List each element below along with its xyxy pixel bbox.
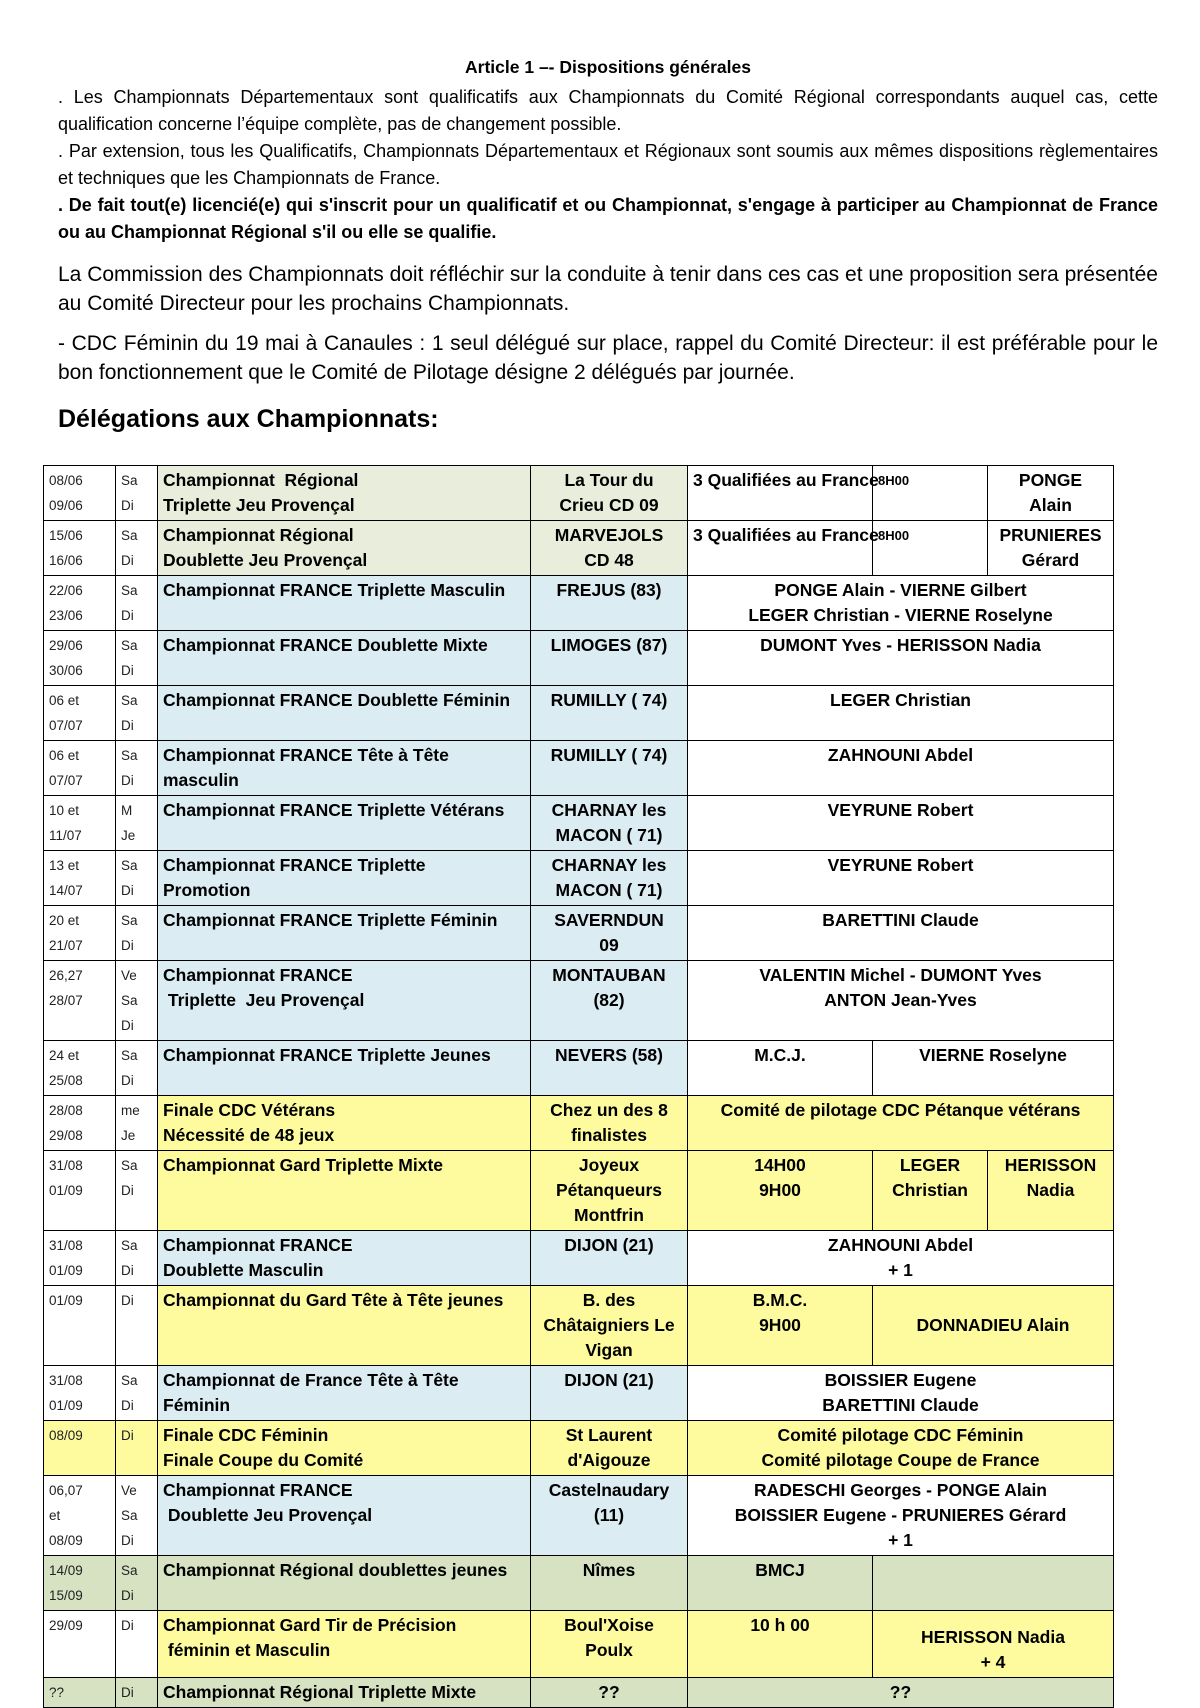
row-date: 31/08 01/09 xyxy=(44,1366,116,1421)
table-row xyxy=(44,1286,1114,1366)
row-delegate: BARETTINI Claude xyxy=(688,906,1114,961)
row-location: St Laurent d'Aigouze xyxy=(531,1421,688,1476)
row-delegate: ZAHNOUNI Abdel + 1 xyxy=(688,1231,1114,1286)
paragraph-commitment: . De fait tout(e) licencié(e) qui s'inscrit pour un qualificatif et ou Championnat, s'engage à participer au Championnat de France ou au Championnat Régional s'il ou elle se qualifie. xyxy=(58,195,1158,242)
row-date: 08/06 09/06 xyxy=(44,466,116,521)
row-day: Sa Di xyxy=(116,741,158,796)
paragraph-cdc-feminin: - CDC Féminin du 19 mai à Canaules : 1 seul délégué sur place, rappel du Comité Directeur: il est préférable pour le bon fonctionnement que le Comité de Pilotage désigne 2 délégués par journée. xyxy=(58,332,1158,384)
row-location: FREJUS (83) xyxy=(531,576,688,631)
table-row xyxy=(44,1556,1114,1611)
row-event: Championnat de France Tête à Tête Féminin xyxy=(158,1366,531,1421)
row-event: Championnat Régional Doublette Jeu Provençal xyxy=(158,521,531,576)
row-delegate: ZAHNOUNI Abdel xyxy=(688,741,1114,796)
row-day: Sa Di xyxy=(116,1366,158,1421)
row-delegate: DONNADIEU Alain xyxy=(873,1286,1114,1366)
row-date: 31/08 01/09 xyxy=(44,1151,116,1231)
row-date: 24 et 25/08 xyxy=(44,1041,116,1096)
row-info: 10 h 00 xyxy=(688,1611,873,1678)
table-row xyxy=(44,1366,1114,1421)
row-date: 28/08 29/08 xyxy=(44,1096,116,1151)
row-event: Championnat FRANCE Triplette Masculin xyxy=(158,576,531,631)
row-date: 15/06 16/06 xyxy=(44,521,116,576)
row-day: Sa Di xyxy=(116,1556,158,1611)
row-location: RUMILLY ( 74) xyxy=(531,741,688,796)
row-location: MONTAUBAN (82) xyxy=(531,961,688,1041)
row-delegate: PONGE Alain - VIERNE Gilbert LEGER Christian - VIERNE Roselyne xyxy=(688,576,1114,631)
row-event: Championnat FRANCE Doublette Masculin xyxy=(158,1231,531,1286)
row-day: Di xyxy=(116,1421,158,1476)
row-delegate: PRUNIERES Gérard xyxy=(988,521,1114,576)
row-delegate: VALENTIN Michel - DUMONT Yves ANTON Jean-Yves xyxy=(688,961,1114,1041)
row-date: 01/09 xyxy=(44,1286,116,1366)
row-delegate: HERISSON Nadia + 4 xyxy=(873,1611,1114,1678)
row-delegate: Comité pilotage CDC Féminin Comité pilotage Coupe de France xyxy=(688,1421,1114,1476)
row-day: Sa Di xyxy=(116,1151,158,1231)
row-location: La Tour du Crieu CD 09 xyxy=(531,466,688,521)
row-day: Sa Di xyxy=(116,686,158,741)
table-row xyxy=(44,961,1114,1041)
row-day: Ve Sa Di xyxy=(116,1476,158,1556)
row-day: Sa Di xyxy=(116,521,158,576)
row-location: Joyeux Pétanqueurs Montfrin xyxy=(531,1151,688,1231)
row-day: Sa Di xyxy=(116,1231,158,1286)
table-row xyxy=(44,1678,1114,1708)
paragraph-commission: La Commission des Championnats doit réfléchir sur la conduite à tenir dans ces cas et une proposition sera présentée au Comité Directeur pour les prochains Championnats. xyxy=(58,263,1158,315)
row-delegate: VIERNE Roselyne xyxy=(873,1041,1114,1096)
row-delegate: Comité de pilotage CDC Pétanque vétérans xyxy=(688,1096,1114,1151)
row-date: 14/09 15/09 xyxy=(44,1556,116,1611)
row-event: Championnat du Gard Tête à Tête jeunes xyxy=(158,1286,531,1366)
row-delegate-2: HERISSON Nadia xyxy=(988,1151,1114,1231)
row-location: DIJON (21) xyxy=(531,1366,688,1421)
row-event: Championnat Régional Triplette Mixte xyxy=(158,1678,531,1708)
row-event: Championnat FRANCE Doublette Jeu Provençal xyxy=(158,1476,531,1556)
row-day: Di xyxy=(116,1611,158,1678)
table-row xyxy=(44,521,1114,576)
row-delegate: LEGER Christian xyxy=(873,1151,988,1231)
row-event: Championnat FRANCE Triplette Féminin xyxy=(158,906,531,961)
row-date: 08/09 xyxy=(44,1421,116,1476)
row-delegate: PONGE Alain xyxy=(988,466,1114,521)
table-row xyxy=(44,686,1114,741)
row-event: Championnat Gard Triplette Mixte xyxy=(158,1151,531,1231)
row-date: 10 et 11/07 xyxy=(44,796,116,851)
table-row xyxy=(44,466,1114,521)
row-location: LIMOGES (87) xyxy=(531,631,688,686)
row-event: Finale CDC Vétérans Nécessité de 48 jeux xyxy=(158,1096,531,1151)
row-event: Championnat Gard Tir de Précision féminin et Masculin xyxy=(158,1611,531,1678)
row-location: Chez un des 8 finalistes xyxy=(531,1096,688,1151)
row-location: SAVERNDUN 09 xyxy=(531,906,688,961)
row-date: ?? xyxy=(44,1678,116,1708)
row-event: Championnat Régional doublettes jeunes xyxy=(158,1556,531,1611)
row-day: M Je xyxy=(116,796,158,851)
row-info: M.C.J. xyxy=(688,1041,873,1096)
row-date: 06,07 et 08/09 xyxy=(44,1476,116,1556)
row-info: 3 Qualifiées au France xyxy=(688,466,873,521)
row-location: MARVEJOLS CD 48 xyxy=(531,521,688,576)
table-row xyxy=(44,1151,1114,1231)
row-delegate: ?? xyxy=(688,1678,1114,1708)
row-event: Championnat FRANCE Tête à Tête masculin xyxy=(158,741,531,796)
table-row xyxy=(44,851,1114,906)
row-event: Championnat FRANCE Doublette Féminin xyxy=(158,686,531,741)
row-day: Sa Di xyxy=(116,631,158,686)
row-location: RUMILLY ( 74) xyxy=(531,686,688,741)
row-day: Sa Di xyxy=(116,1041,158,1096)
row-event: Championnat FRANCE Triplette Promotion xyxy=(158,851,531,906)
row-day: me Je xyxy=(116,1096,158,1151)
table-row xyxy=(44,576,1114,631)
table-row xyxy=(44,631,1114,686)
row-day: Sa Di xyxy=(116,576,158,631)
paragraph-extension: . Par extension, tous les Qualificatifs, Championnats Départementaux et Régionaux sont soumis aux mêmes dispositions règlementaires et techniques que les Championnats de France. xyxy=(58,141,1158,188)
table-row xyxy=(44,1096,1114,1151)
row-location: NEVERS (58) xyxy=(531,1041,688,1096)
row-location: B. des Châtaigniers Le Vigan xyxy=(531,1286,688,1366)
row-time: 8H00 xyxy=(873,521,988,576)
article-title: Article 1 –- Dispositions générales xyxy=(465,57,751,77)
section-heading: Délégations aux Championnats: xyxy=(58,405,439,433)
table-row xyxy=(44,1611,1114,1678)
row-event: Championnat FRANCE Triplette Vétérans xyxy=(158,796,531,851)
row-date: 22/06 23/06 xyxy=(44,576,116,631)
article-body xyxy=(58,84,1158,246)
row-date: 29/09 xyxy=(44,1611,116,1678)
row-delegate xyxy=(873,1556,1114,1611)
row-date: 20 et 21/07 xyxy=(44,906,116,961)
row-delegate: BOISSIER Eugene BARETTINI Claude xyxy=(688,1366,1114,1421)
row-info: BMCJ xyxy=(688,1556,873,1611)
row-day: Di xyxy=(116,1286,158,1366)
row-day: Ve Sa Di xyxy=(116,961,158,1041)
table-row xyxy=(44,1476,1114,1556)
row-location: Castelnaudary (11) xyxy=(531,1476,688,1556)
row-info: 3 Qualifiées au France xyxy=(688,521,873,576)
row-delegate: VEYRUNE Robert xyxy=(688,796,1114,851)
row-delegate: RADESCHI Georges - PONGE Alain BOISSIER Eugene - PRUNIERES Gérard + 1 xyxy=(688,1476,1114,1556)
row-event: Championnat Régional Triplette Jeu Provençal xyxy=(158,466,531,521)
row-event: Championnat FRANCE Triplette Jeunes xyxy=(158,1041,531,1096)
row-date: 26,27 28/07 xyxy=(44,961,116,1041)
table-row xyxy=(44,906,1114,961)
table-row xyxy=(44,1231,1114,1286)
delegations-table xyxy=(43,465,1114,1708)
table-row xyxy=(44,796,1114,851)
row-event: Finale CDC Féminin Finale Coupe du Comité xyxy=(158,1421,531,1476)
paragraph-qualification: . Les Championnats Départementaux sont qualificatifs aux Championnats du Comité Régional correspondants auquel cas, cette qualification concerne l’équipe complète, pas de changement possible. xyxy=(58,87,1158,134)
row-delegate: DUMONT Yves - HERISSON Nadia xyxy=(688,631,1114,686)
row-info: B.M.C. 9H00 xyxy=(688,1286,873,1366)
row-info: 14H00 9H00 xyxy=(688,1151,873,1231)
row-date: 31/08 01/09 xyxy=(44,1231,116,1286)
row-date: 13 et 14/07 xyxy=(44,851,116,906)
row-time: 8H00 xyxy=(873,466,988,521)
row-date: 06 et 07/07 xyxy=(44,741,116,796)
row-day: Di xyxy=(116,1678,158,1708)
row-event: Championnat FRANCE Triplette Jeu Provençal xyxy=(158,961,531,1041)
row-day: Sa Di xyxy=(116,851,158,906)
row-location: CHARNAY les MACON ( 71) xyxy=(531,851,688,906)
row-day: Sa Di xyxy=(116,906,158,961)
table-row xyxy=(44,741,1114,796)
table-row xyxy=(44,1421,1114,1476)
row-date: 29/06 30/06 xyxy=(44,631,116,686)
row-location: DIJON (21) xyxy=(531,1231,688,1286)
row-date: 06 et 07/07 xyxy=(44,686,116,741)
row-location: ?? xyxy=(531,1678,688,1708)
row-location: Nîmes xyxy=(531,1556,688,1611)
row-day: Sa Di xyxy=(116,466,158,521)
table-row xyxy=(44,1041,1114,1096)
row-delegate: VEYRUNE Robert xyxy=(688,851,1114,906)
row-location: Boul'Xoise Poulx xyxy=(531,1611,688,1678)
row-location: CHARNAY les MACON ( 71) xyxy=(531,796,688,851)
row-delegate: LEGER Christian xyxy=(688,686,1114,741)
row-event: Championnat FRANCE Doublette Mixte xyxy=(158,631,531,686)
